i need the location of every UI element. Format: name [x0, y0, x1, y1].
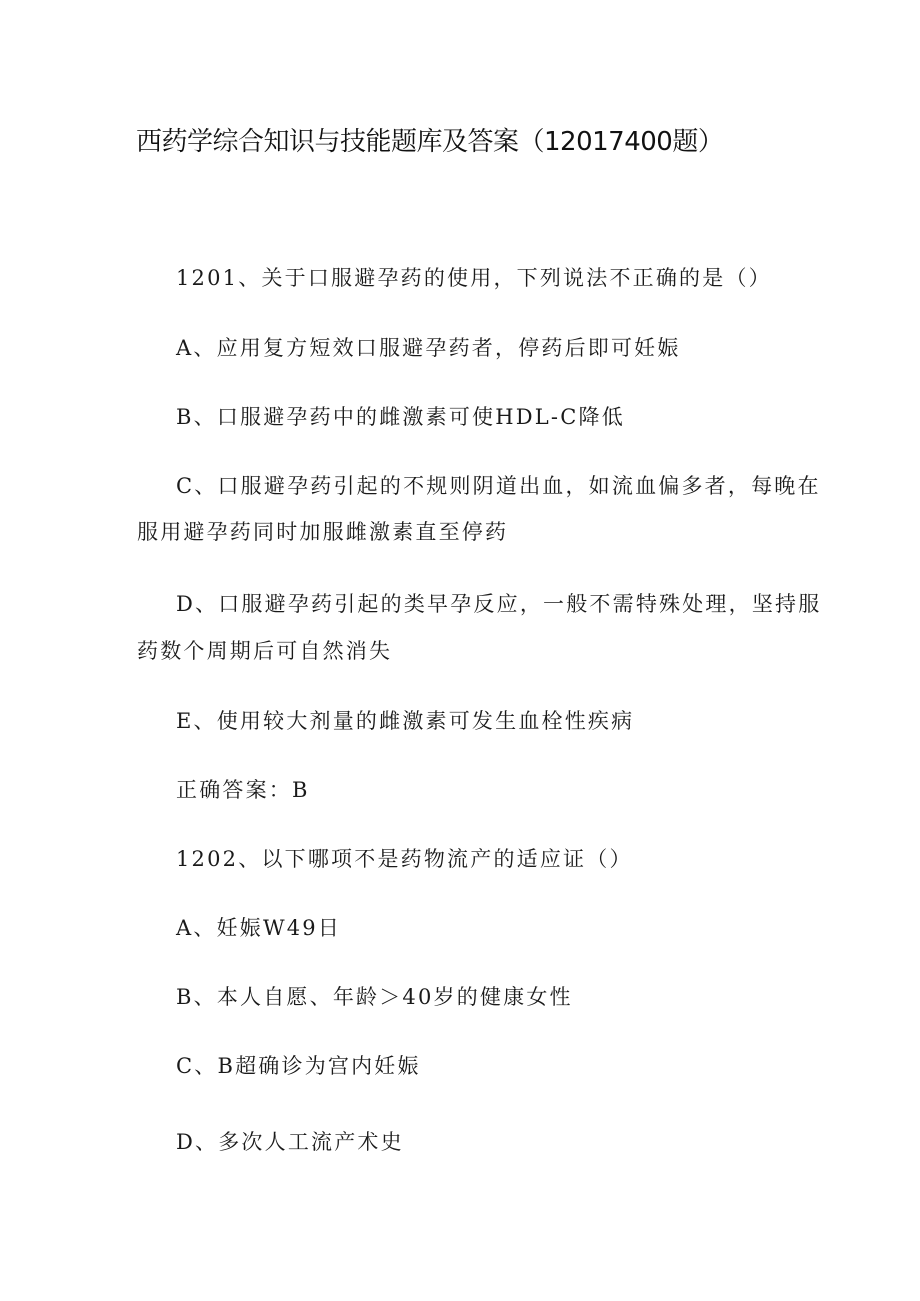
document-title: 西药学综合知识与技能题库及答案（12017400题） — [136, 127, 724, 157]
option-b: B、本人自愿、年龄＞40岁的健康女性 — [176, 985, 573, 1009]
option-a: A、妊娠W49日 — [176, 916, 342, 940]
option-e: E、使用较大剂量的雌激素可发生血栓性疾病 — [176, 709, 635, 733]
option-d: D、口服避孕药引起的类早孕反应，一般不需特殊处理，坚持服 — [176, 592, 822, 616]
question-stem: 1201、关于口服避孕药的使用，下列说法不正确的是（） — [176, 266, 772, 290]
option-c: C、口服避孕药引起的不规则阴道出血，如流血偏多者，每晚在 — [176, 474, 821, 498]
option-d-continuation: 药数个周期后可自然消失 — [137, 639, 393, 663]
option-c: C、B超确诊为宫内妊娠 — [176, 1054, 421, 1078]
question-stem: 1202、以下哪项不是药物流产的适应证（） — [176, 847, 633, 871]
option-d: D、多次人工流产术史 — [176, 1130, 404, 1154]
option-a: A、应用复方短效口服避孕药者，停药后即可妊娠 — [176, 336, 681, 360]
option-c-continuation: 服用避孕药同时加服雌激素直至停药 — [137, 520, 509, 544]
option-b: B、口服避孕药中的雌激素可使HDL-C降低 — [176, 405, 625, 429]
correct-answer: 正确答案：B — [176, 778, 310, 802]
